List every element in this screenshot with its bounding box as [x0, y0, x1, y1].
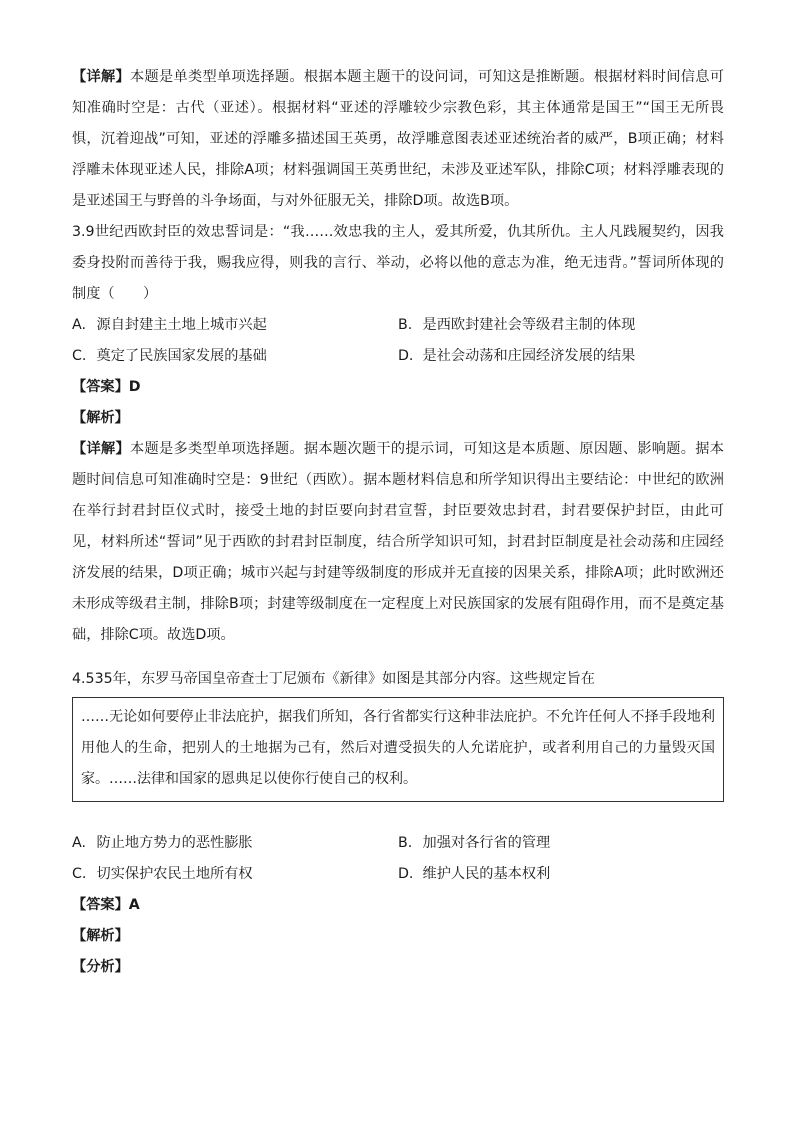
- q3-answer: 【答案】D: [72, 379, 141, 395]
- q3-option-c[interactable]: [72, 341, 398, 372]
- option-letter: D.: [398, 348, 414, 364]
- q3-option-d[interactable]: [398, 341, 724, 372]
- q4-option-c[interactable]: [72, 859, 398, 890]
- q4-material-text: ……无论如何要停止非法庇护，据我们所知，各行省都实行这种非法庇护。不允许任何人不择手段地利用他人的生命，把别人的土地据为己有，然后对遭受损失的人允诺庇护，或者利用自己的力量毁灭国家。……法律和国家的恩典足以使你行使自己的权利。: [81, 709, 715, 787]
- option-letter: B.: [398, 317, 413, 333]
- option-text: 维护人民的基本权利: [422, 866, 551, 882]
- question-4-options: [72, 828, 724, 890]
- q3-analysis-heading: 【解析】: [72, 410, 129, 426]
- detail-paragraph-q2: [72, 62, 724, 217]
- option-letter: C.: [72, 348, 87, 364]
- option-text: 是西欧封建社会等级君主制的体现: [422, 317, 636, 333]
- spacer: [72, 651, 724, 664]
- q3-option-b[interactable]: [398, 310, 724, 341]
- question-3-stem: 3.9世纪西欧封臣的效忠誓词是：“我……效忠我的主人，爱其所爱，仇其所仇。主人凡践履契约，因我委身投附而善待于我，赐我应得，则我的言行、举动，必将以他的意志为准，绝无违背。”誓词所体现的制度（ ）: [72, 224, 724, 302]
- option-text: 是社会动荡和庄园经济发展的结果: [422, 348, 636, 364]
- option-text: 加强对各行省的管理: [422, 835, 551, 851]
- option-text: 奠定了民族国家发展的基础: [96, 348, 267, 364]
- option-letter: A.: [72, 835, 86, 851]
- spacer: [72, 808, 724, 828]
- option-letter: D.: [398, 866, 414, 882]
- question-4-material-box: [72, 697, 724, 802]
- option-letter: C.: [72, 866, 87, 882]
- q3-detail-paragraph: [72, 434, 724, 651]
- option-text: 源自封建主土地上城市兴起: [96, 317, 267, 333]
- q4-option-a[interactable]: [72, 828, 398, 859]
- document-page: [72, 62, 724, 983]
- option-text: 切实保护农民土地所有权: [96, 866, 253, 882]
- q4-option-b[interactable]: [398, 828, 724, 859]
- detail-tag: 【详解】: [72, 69, 130, 85]
- option-text: 防止地方势力的恶性膨胀: [96, 835, 253, 851]
- q4-analysis-heading: 【解析】: [72, 928, 129, 944]
- option-letter: A.: [72, 317, 86, 333]
- q4-answer: 【答案】A: [72, 897, 140, 913]
- q4-option-d[interactable]: [398, 859, 724, 890]
- question-3-options: [72, 310, 724, 372]
- question-4-stem: 4.535年，东罗马帝国皇帝查士丁尼颁布《新律》如图是其部分内容。这些规定旨在: [72, 671, 595, 687]
- q4-fenxi-heading: 【分析】: [72, 959, 129, 975]
- detail-tag: 【详解】: [72, 441, 130, 457]
- option-letter: B.: [398, 835, 413, 851]
- detail-text: 本题是单类型单项选择题。根据本题主题干的设问词，可知这是推断题。根据材料时间信息可知准确时空是：古代（亚述）。根据材料“亚述的浮雕较少宗教色彩，其主体通常是国王”“国王无所畏惧，沉着迎战”可知，亚述的浮雕多描述国王英勇，故浮雕意图表述亚述统治者的威严，B项正确；材料浮雕未体现亚述人民，排除A项；材料强调国王英勇世纪，未涉及亚述军队，排除C项；材料浮雕表现的是亚述国王与野兽的斗争场面，与对外征服无关，排除D项。故选B项。: [72, 69, 724, 209]
- detail-text: 本题是多类型单项选择题。据本题次题干的提示词，可知这是本质题、原因题、影响题。据本题时间信息可知准确时空是：9世纪（西欧）。据本题材料信息和所学知识得出主要结论：中世纪的欧洲在举行封君封臣仪式时，接受土地的封臣要向封君宣誓，封臣要效忠封君，封君要保护封臣，由此可见，材料所述“誓词”见于西欧的封君封臣制度，结合所学知识可知，封君封臣制度是社会动荡和庄园经济发展的结果，D项正确；城市兴起与封建等级制度的形成并无直接的因果关系，排除A项；此时欧洲还未形成等级君主制，排除B项；封建等级制度在一定程度上对民族国家的发展有阻碍作用，而不是奠定基础，排除C项。故选D项。: [72, 441, 724, 643]
- q3-option-a[interactable]: [72, 310, 398, 341]
